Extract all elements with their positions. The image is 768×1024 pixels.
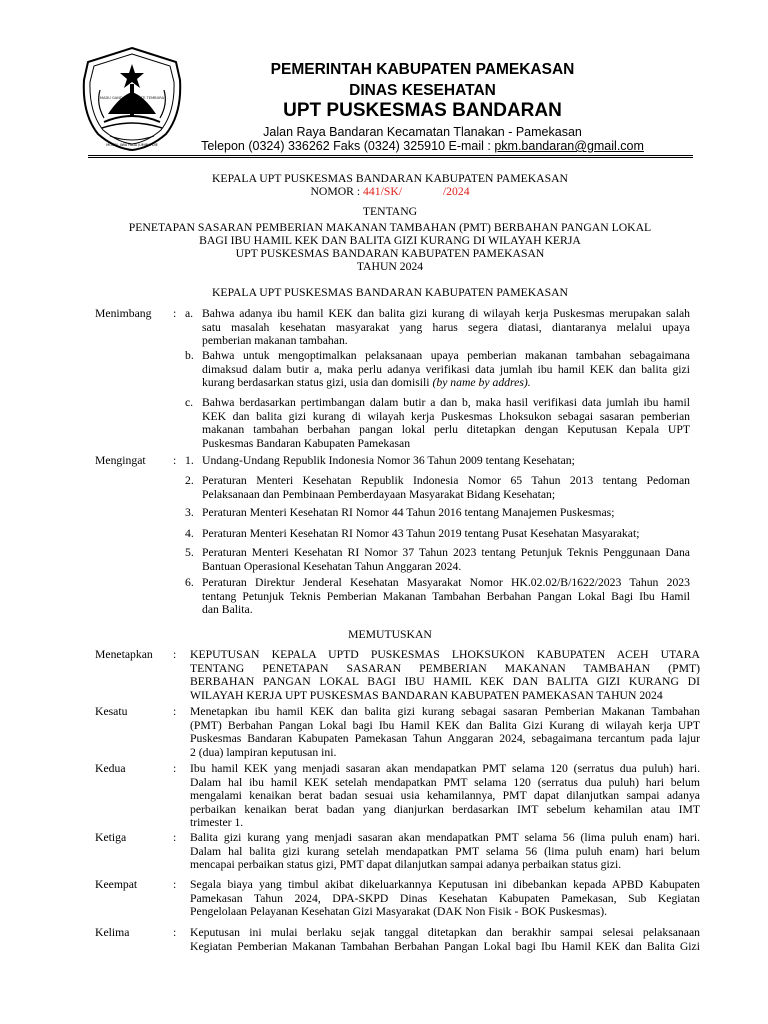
decree-tentang: TENTANG	[362, 205, 418, 218]
mengingat-item-4	[202, 527, 690, 541]
text-line: trimester 1.	[190, 816, 244, 829]
text-line: Peraturan Menteri Kesehatan RI Nomor 44 Tahun 2016 tentang Manajemen Puskesmas;	[202, 506, 615, 519]
italic-note: (by name by addres).	[432, 376, 531, 389]
keempat-colon: :	[173, 878, 177, 891]
text-line: mencapai perbaikan status gizi, PMT dapat dilanjutkan sampai adanya perbaikan status gizi.	[190, 858, 622, 871]
text-line: Puskesmas Bandaran Kabupaten Pamekasan Tahun Anggaran 2024, sebagaimana tercantum pada lajur	[190, 732, 700, 745]
mengingat-marker: 2.	[185, 474, 194, 487]
mengingat-marker: 5.	[185, 546, 194, 559]
mengingat-label: Mengingat	[95, 454, 146, 467]
emblem-motto-bottom: MOSOL JIWA PADA JUMING DIE	[106, 143, 158, 147]
text-line: Kegiatan Pemberian Makanan Tambahan Berbahan Pangan Lokal bagi Ibu Hamil KEK dan Balita Gizi	[190, 939, 700, 953]
kelima-colon: :	[173, 926, 177, 939]
mengingat-item-2	[202, 474, 690, 501]
decree-number	[90, 185, 690, 199]
decree-subject-line: BAGI IBU HAMIL KEK DAN BALITA GIZI KURANG DI WILAYAH KERJA	[199, 234, 581, 247]
text-line: KEPUTUSAN KEPALA UPTD PUSKESMAS LHOKSUKON KABUPATEN ACEH UTARA	[190, 648, 700, 661]
letterhead-agency: DINAS KESEHATAN	[349, 82, 496, 99]
menimbang-marker: b.	[185, 349, 194, 362]
menetapkan-label: Menetapkan	[95, 648, 153, 661]
text-line: Dalam hal ibu hamil KEK setelah mendapatkan PMT selama 120 (serratus dua puluh) hari belum	[190, 775, 700, 789]
letterhead-address: Jalan Raya Bandaran Kecamatan Tlanakan - Pamekasan	[263, 125, 582, 139]
keempat-label: Keempat	[95, 878, 138, 891]
ketiga-colon: :	[173, 831, 177, 844]
text-line: dimaksud dalam butir a, maka perlu adanya verifikasi data jumlah ibu hamil KEK dan balita gizi	[202, 362, 690, 376]
text-line: Balita gizi kurang yang menjadi sasaran akan mendapatkan PMT selama 56 (lima puluh enam) hari.	[190, 831, 700, 844]
menetapkan-colon: :	[173, 648, 177, 661]
letterhead-unit: UPT PUSKESMAS BANDARAN	[283, 100, 562, 121]
ketiga-text	[190, 831, 700, 872]
decree-subject-line: PENETAPAN SASARAN PEMBERIAN MAKANAN TAMBAHAN (PMT) BERBAHAN PANGAN LOKAL	[128, 221, 652, 234]
text-line: Bahwa adanya ibu hamil KEK dan balita gizi kurang di wilayah kerja Puskesmas merupakan salah	[202, 307, 690, 320]
text-line: WILAYAH KERJA UPT PUSKESMAS BANDARAN KABUPATEN PAMEKASAN TAHUN 2024	[190, 688, 663, 702]
text-line: Ibu hamil KEK yang menjadi sasaran akan mendapatkan PMT selama 120 (serratus dua puluh) hari.	[190, 762, 700, 775]
keempat-text	[190, 878, 700, 919]
kelima-text	[190, 926, 700, 953]
text-span: kurang berdasarkan status gizi, usia dan domisili	[202, 376, 433, 389]
text-line: 2 (dua) lampiran keputusan ini.	[190, 745, 337, 759]
text-line: Pelaksanaan dan Pembinaan Pemberdayaan Masyarakat Bidang Kesehatan;	[202, 487, 556, 501]
text-line: dan Balita.	[202, 603, 253, 616]
text-line: (PMT) Berbahan Pangan Lokal bagi Ibu Hamil KEK dan Balita Gizi Kurang di wilayah kerja UPT	[190, 718, 700, 732]
mengingat-item-5	[202, 546, 690, 573]
text-line	[202, 376, 690, 390]
letterhead-contact	[170, 139, 675, 153]
ketiga-label: Ketiga	[95, 831, 127, 844]
mengingat-item-6	[202, 576, 690, 617]
number-label: NOMOR :	[310, 185, 364, 198]
menimbang-label: Menimbang	[95, 307, 152, 320]
letterhead-divider	[88, 155, 693, 156]
mengingat-marker: 3.	[185, 506, 194, 519]
menimbang-item-c	[202, 396, 690, 450]
text-line: Bahwa berdasarkan pertimbangan dalam butir a dan b, maka hasil verifikasi data jumlah ibu hamil	[202, 396, 690, 409]
text-line: Peraturan Menteri Kesehatan RI Nomor 37 Tahun 2023 tentang Petunjuk Teknis Penggunaan Dana	[202, 546, 690, 559]
menimbang-marker: c.	[185, 396, 194, 409]
text-line: tentang Petunjuk Teknis Pemberian Makanan Tambahan Berbahan Pangan Lokal Bagi Ibu Hamil	[202, 589, 690, 603]
mengingat-item-3	[202, 506, 690, 520]
kedua-colon: :	[173, 762, 177, 775]
kesatu-colon: :	[173, 705, 177, 718]
text-line: Bahwa untuk mengoptimalkan pelaksanaan upaya pemberian makanan tambahan sebagaimana	[202, 349, 690, 362]
decree-issuer-repeat: KEPALA UPT PUSKESMAS BANDARAN KABUPATEN PAMEKASAN	[211, 286, 568, 299]
mengingat-marker: 4.	[185, 527, 194, 540]
contact-phone-fax: Telepon (0324) 336262 Faks (0324) 325910 E-mail :	[201, 139, 495, 153]
text-line: Segala biaya yang timbul akibat dikeluarkannya Keputusan ini dibebankan kepada APBD Kabupaten	[190, 878, 700, 891]
number-value: 441/SK/ /2024	[363, 185, 470, 198]
text-line: Puskesmas Bandaran Kabupaten Pamekasan	[202, 436, 411, 450]
mengingat-marker: 1.	[185, 454, 194, 467]
kedua-text	[190, 762, 700, 830]
mengingat-item-1	[202, 454, 690, 468]
letterhead-government: PEMERINTAH KABUPATEN PAMEKASAN	[270, 61, 575, 78]
menimbang-colon: :	[173, 307, 177, 320]
text-line: TENTANG PENETAPAN SASARAN PEMBERIAN MAKANAN TAMBAHAN (PMT)	[190, 661, 700, 675]
kesatu-text	[190, 705, 700, 759]
text-line: Keputusan ini mulai berlaku sejak tanggal ditetapkan dan berakhir sampai selesai pelaksanaan	[190, 926, 700, 939]
text-line: Dalam hal balita gizi kurang setelah mendapatkan PMT selama 56 (lima puluh enam) hari belum	[190, 844, 700, 858]
text-line: BERBAHAN PANGAN LOKAL BAGI IBU HAMIL KEK DAN BALITA GIZI KURANG DI	[190, 675, 700, 688]
menimbang-item-a	[202, 307, 690, 348]
text-line: Pengelolaan Pelayanan Kesehatan Gizi Masyarakat (DAK Non Fisik - BOK Puskesmas).	[190, 905, 608, 918]
kedua-label: Kedua	[95, 762, 126, 775]
emblem-motto: MADU GANDA MANGGATI TEMBURA	[99, 96, 165, 100]
text-line: Bantuan Operasional Kesehatan Tahun Anggaran 2024.	[202, 559, 462, 573]
mengingat-colon: :	[173, 454, 177, 467]
menetapkan-text	[190, 648, 700, 702]
text-line: makanan tambahan berbahan pangan lokal perlu ditetapkan dengan Keputusan Kepala UPT	[202, 423, 690, 436]
text-line: Peraturan Menteri Kesehatan RI Nomor 43 Tahun 2019 tentang Pusat Kesehatan Masyarakat;	[202, 527, 640, 540]
mengingat-marker: 6.	[185, 576, 194, 589]
letterhead-divider-thin	[88, 157, 693, 158]
text-line: Pamekasan Tahun 2024, DPA-SKPD Dinas Kesehatan Kabupaten Pamekasan, Sub Kegiatan	[190, 891, 700, 905]
text-line: satu masalah kesehatan masyarakat yang harus segera diatasi, diantaranya melalui upaya	[202, 320, 690, 334]
text-line: perbaikan kenaikan berat badan yang dianjurkan berdasarkan IMT sebelum kehamilan atau IMT	[190, 802, 700, 816]
text-line: Menetapkan ibu hamil KEK dan balita gizi kurang sebagai sasaran Pemberian Makanan Tambahan	[190, 705, 700, 718]
text-line: Undang-Undang Republik Indonesia Nomor 36 Tahun 2009 tentang Kesehatan;	[202, 454, 575, 467]
text-line: Peraturan Menteri Kesehatan Republik Indonesia Nomor 65 Tahun 2013 tentang Pedoman	[202, 474, 690, 487]
memutuskan-heading: MEMUTUSKAN	[348, 628, 432, 641]
text-line: KEK dan balita gizi kurang di wilayah kerja Puskesmas Lhoksukon sebagai sasaran pemberian	[202, 409, 690, 423]
text-line: mengalami kenaikan berat badan sesuai usia kehamilannya, PMT dapat dilanjutkan sampai adanya	[190, 789, 700, 802]
menimbang-item-b	[202, 349, 690, 390]
kelima-label: Kelima	[95, 926, 130, 939]
decree-issuer: KEPALA UPT PUSKESMAS BANDARAN KABUPATEN PAMEKASAN	[211, 172, 568, 185]
email-link[interactable]: pkm.bandaran@gmail.com	[494, 139, 644, 153]
decree-subject-line: UPT PUSKESMAS BANDARAN KABUPATEN PAMEKASAN	[235, 247, 545, 260]
kesatu-label: Kesatu	[95, 705, 128, 718]
text-line: Peraturan Direktur Jenderal Kesehatan Masyarakat Nomor HK.02.02/B/1622/2023 Tahun 2023	[202, 576, 690, 589]
text-line: pemberian makanan tambahan.	[202, 334, 348, 347]
menimbang-marker: a.	[185, 307, 194, 320]
decree-subject-line: TAHUN 2024	[356, 260, 424, 273]
